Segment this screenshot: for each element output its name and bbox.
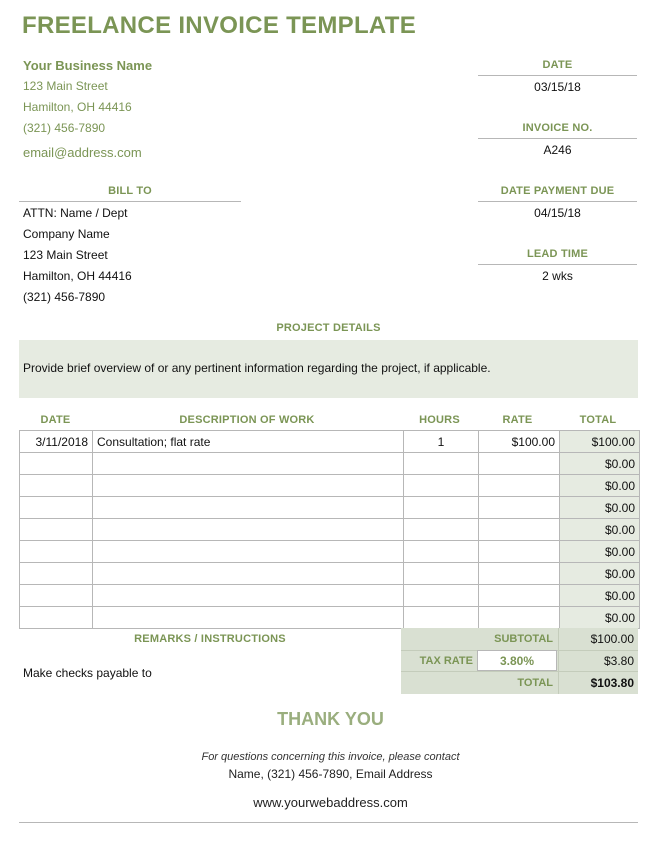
business-phone: (321) 456-7890 [23, 121, 106, 135]
tax-rate-input[interactable]: 3.80% [477, 650, 557, 671]
cell-hours[interactable] [404, 585, 479, 607]
table-row [20, 585, 640, 607]
cell-rate[interactable] [479, 541, 560, 563]
table-row [20, 431, 640, 453]
table-row [20, 563, 640, 585]
cell-hours[interactable] [404, 607, 479, 629]
business-email: email@address.com [23, 145, 142, 160]
remarks-text: Make checks payable to [23, 666, 152, 680]
lead-time: 2 wks [542, 269, 573, 283]
cell-total: $0.00 [560, 585, 640, 607]
cell-desc[interactable] [93, 607, 404, 629]
cell-hours[interactable] [404, 497, 479, 519]
subtotal-value: $100.00 [590, 632, 634, 646]
col-date: DATE [40, 414, 71, 426]
contact-info: Name, (321) 456-7890, Email Address [228, 767, 433, 781]
cell-hours[interactable] [404, 453, 479, 475]
cell-date[interactable] [20, 585, 93, 607]
cell-rate[interactable] [479, 497, 560, 519]
cell-date[interactable] [20, 541, 93, 563]
col-description: DESCRIPTION OF WORK [179, 414, 315, 426]
remarks-label: REMARKS / INSTRUCTIONS [134, 633, 286, 645]
cell-rate[interactable] [479, 519, 560, 541]
cell-total: $0.00 [560, 607, 640, 629]
cell-desc[interactable] [93, 519, 404, 541]
cell-total: $0.00 [560, 563, 640, 585]
due-date: 04/15/18 [534, 206, 581, 220]
cell-desc[interactable]: Consultation; flat rate [93, 431, 404, 453]
cell-total: $0.00 [560, 475, 640, 497]
cell-total: $0.00 [560, 519, 640, 541]
tax-amount: $3.80 [603, 654, 634, 668]
cell-rate[interactable]: $100.00 [479, 431, 560, 453]
bill-to-attn: ATTN: Name / Dept [23, 206, 128, 220]
bill-to-label: BILL TO [108, 185, 152, 197]
thank-you-text: THANK YOU [277, 709, 384, 729]
table-row [20, 453, 640, 475]
cell-hours[interactable] [404, 563, 479, 585]
cell-date[interactable] [20, 563, 93, 585]
cell-hours[interactable]: 1 [404, 431, 479, 453]
cell-desc[interactable] [93, 585, 404, 607]
cell-rate[interactable] [479, 475, 560, 497]
tax-rate-label: TAX RATE [419, 655, 473, 667]
subtotal-label: SUBTOTAL [494, 633, 553, 645]
invoice-date: 03/15/18 [534, 80, 581, 94]
table-row [20, 607, 640, 629]
cell-date[interactable] [20, 519, 93, 541]
col-total: TOTAL [579, 414, 617, 426]
project-details-label: PROJECT DETAILS [276, 322, 381, 334]
col-rate: RATE [502, 414, 533, 426]
cell-date[interactable] [20, 497, 93, 519]
due-date-label: DATE PAYMENT DUE [500, 185, 615, 197]
date-label: DATE [542, 59, 573, 71]
cell-total: $0.00 [560, 497, 640, 519]
cell-date[interactable] [20, 607, 93, 629]
cell-total: $100.00 [560, 431, 640, 453]
col-hours: HOURS [419, 414, 460, 426]
bill-to-street: 123 Main Street [23, 248, 108, 262]
cell-desc[interactable] [93, 453, 404, 475]
cell-hours[interactable] [404, 541, 479, 563]
cell-desc[interactable] [93, 563, 404, 585]
cell-total: $0.00 [560, 541, 640, 563]
business-street: 123 Main Street [23, 79, 108, 93]
cell-date[interactable]: 3/11/2018 [20, 431, 93, 453]
business-name: Your Business Name [23, 58, 153, 73]
invoice-title: FREELANCE INVOICE TEMPLATE [22, 12, 417, 39]
cell-hours[interactable] [404, 519, 479, 541]
cell-total: $0.00 [560, 453, 640, 475]
cell-desc[interactable] [93, 497, 404, 519]
project-details-text: Provide brief overview of or any pertinent information regarding the project, if applicable. [23, 361, 491, 375]
table-row [20, 541, 640, 563]
bill-to-company: Company Name [23, 227, 110, 241]
total-label: TOTAL [517, 677, 553, 689]
cell-date[interactable] [20, 475, 93, 497]
invoice-number: A246 [543, 143, 572, 157]
cell-rate[interactable] [479, 563, 560, 585]
table-row [20, 497, 640, 519]
cell-desc[interactable] [93, 541, 404, 563]
business-city: Hamilton, OH 44416 [23, 100, 132, 114]
table-row [20, 475, 640, 497]
bill-to-city: Hamilton, OH 44416 [23, 269, 132, 283]
cell-desc[interactable] [93, 475, 404, 497]
lead-time-label: LEAD TIME [526, 248, 589, 260]
cell-rate[interactable] [479, 607, 560, 629]
bill-to-phone: (321) 456-7890 [23, 290, 106, 304]
invoice-no-label: INVOICE NO. [522, 122, 593, 134]
website-link[interactable]: www.yourwebaddress.com [253, 795, 408, 810]
cell-date[interactable] [20, 453, 93, 475]
table-row [20, 519, 640, 541]
cell-rate[interactable] [479, 585, 560, 607]
line-items-table [19, 430, 640, 629]
cell-rate[interactable] [479, 453, 560, 475]
cell-hours[interactable] [404, 475, 479, 497]
questions-text: For questions concerning this invoice, please contact [201, 751, 460, 763]
grand-total: $103.80 [590, 676, 634, 690]
